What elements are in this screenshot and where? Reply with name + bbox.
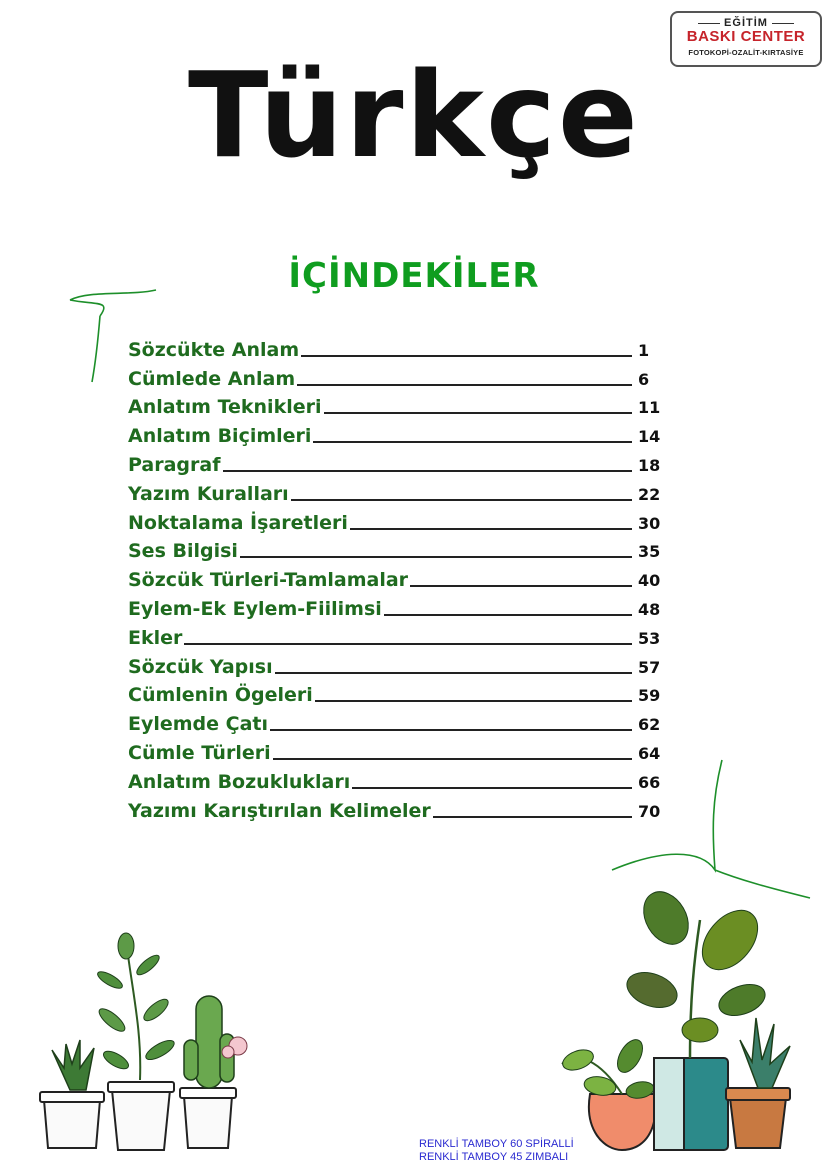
- stamp-line-3: FOTOKOPİ-OZALİT-KIRTASİYE: [688, 48, 804, 57]
- toc-entry-page: 64: [638, 743, 661, 763]
- footer-line-1: RENKLİ TAMBOY 60 SPİRALLİ: [419, 1138, 574, 1150]
- toc-entry-label: Yazımı Karıştırılan Kelimeler: [128, 799, 431, 822]
- toc-entry-page: 70: [638, 801, 661, 821]
- toc-entry: [128, 794, 668, 823]
- toc-entry: [128, 736, 668, 765]
- toc-entry-label: Cümle Türleri: [128, 741, 271, 764]
- toc-entry: [128, 535, 668, 564]
- toc-leader-line: [324, 412, 633, 414]
- toc-entry-page: 57: [638, 657, 661, 677]
- toc-entry: [128, 592, 668, 621]
- potted-cactus-icon: [180, 996, 247, 1148]
- toc-entry: [128, 765, 668, 794]
- toc-entry: [128, 448, 668, 477]
- toc-entry-page: 14: [638, 427, 661, 447]
- toc-entry: [128, 419, 668, 448]
- toc-entry-label: Anlatım Biçimleri: [128, 425, 312, 448]
- toc-entry-page: 66: [638, 772, 661, 792]
- toc-leader-line: [240, 556, 632, 558]
- toc-entry-page: 22: [638, 484, 661, 504]
- toc-entry-label: Sözcükte Anlam: [128, 338, 300, 361]
- toc-entry-label: Anlatım Bozuklukları: [128, 770, 351, 793]
- toc-leader-line: [301, 355, 632, 357]
- potted-leafy-plant-icon: [95, 933, 176, 1150]
- toc-leader-line: [384, 614, 632, 616]
- toc-entry: [128, 650, 668, 679]
- toc-entry: [128, 506, 668, 535]
- toc-entry-label: Cümlede Anlam: [128, 367, 296, 390]
- toc-entry: [128, 563, 668, 592]
- toc-entry-label: Ekler: [128, 626, 183, 649]
- toc-entry-label: Eylem-Ek Eylem-Fiilimsi: [128, 597, 382, 620]
- toc-entry-label: Eylemde Çatı: [128, 713, 269, 736]
- toc-leader-line: [352, 787, 632, 789]
- toc-entry-label: Ses Bilgisi: [128, 540, 238, 563]
- toc-entry-page: 30: [638, 513, 661, 533]
- toc-entry: [128, 362, 668, 391]
- toc-entry-page: 6: [638, 369, 650, 389]
- toc-entry: [128, 707, 668, 736]
- toc-entry-page: 1: [638, 340, 650, 360]
- toc-leader-line: [291, 499, 632, 501]
- footer-note: [419, 1138, 574, 1164]
- toc-leader-line: [315, 700, 632, 702]
- toc-entry-page: 53: [638, 628, 661, 648]
- stamp-line-2: BASKI CENTER: [686, 28, 806, 45]
- toc-entry-page: 62: [638, 715, 661, 735]
- potted-aloe-icon: [726, 1018, 790, 1148]
- toc-leader-line: [313, 441, 632, 443]
- potted-pothos-icon: [560, 1035, 655, 1150]
- potted-succulent-icon: [40, 1040, 104, 1148]
- toc-entry-page: 11: [638, 398, 661, 418]
- toc-entry-page: 18: [638, 455, 661, 475]
- toc-entry: [128, 333, 668, 362]
- footer-line-2: RENKLİ TAMBOY 45 ZIMBALI: [419, 1151, 569, 1163]
- toc-entry-label: Noktalama İşaretleri: [128, 511, 348, 534]
- toc-entry-label: Sözcük Türleri-Tamlamalar: [128, 569, 409, 592]
- toc-leader-line: [297, 384, 632, 386]
- toc-entry-page: 59: [638, 686, 661, 706]
- toc-entry-page: 40: [638, 571, 661, 591]
- toc-entry-label: Cümlenin Ögeleri: [128, 684, 313, 707]
- toc-leader-line: [273, 758, 632, 760]
- toc-heading: İÇİNDEKİLER: [288, 256, 540, 296]
- toc-entry-label: Paragraf: [128, 453, 221, 476]
- toc-entry: [128, 391, 668, 420]
- toc-entry-label: Sözcük Yapısı: [128, 655, 273, 678]
- toc-leader-line: [410, 585, 632, 587]
- page-title: Türkçe: [188, 46, 640, 184]
- stamp-line-1: EĞİTİM: [672, 17, 820, 29]
- toc-leader-line: [275, 672, 632, 674]
- toc-entry-label: Anlatım Teknikleri: [128, 396, 322, 419]
- toc-leader-line: [350, 528, 632, 530]
- toc-leader-line: [270, 729, 632, 731]
- toc-entry: [128, 679, 668, 708]
- toc-entry: [128, 621, 668, 650]
- toc-entry-page: 48: [638, 599, 661, 619]
- table-of-contents: [128, 333, 668, 823]
- toc-leader-line: [433, 816, 632, 818]
- toc-leader-line: [223, 470, 633, 472]
- toc-entry-label: Yazım Kuralları: [128, 482, 289, 505]
- toc-leader-line: [184, 643, 632, 645]
- toc-entry-page: 35: [638, 542, 661, 562]
- toc-entry: [128, 477, 668, 506]
